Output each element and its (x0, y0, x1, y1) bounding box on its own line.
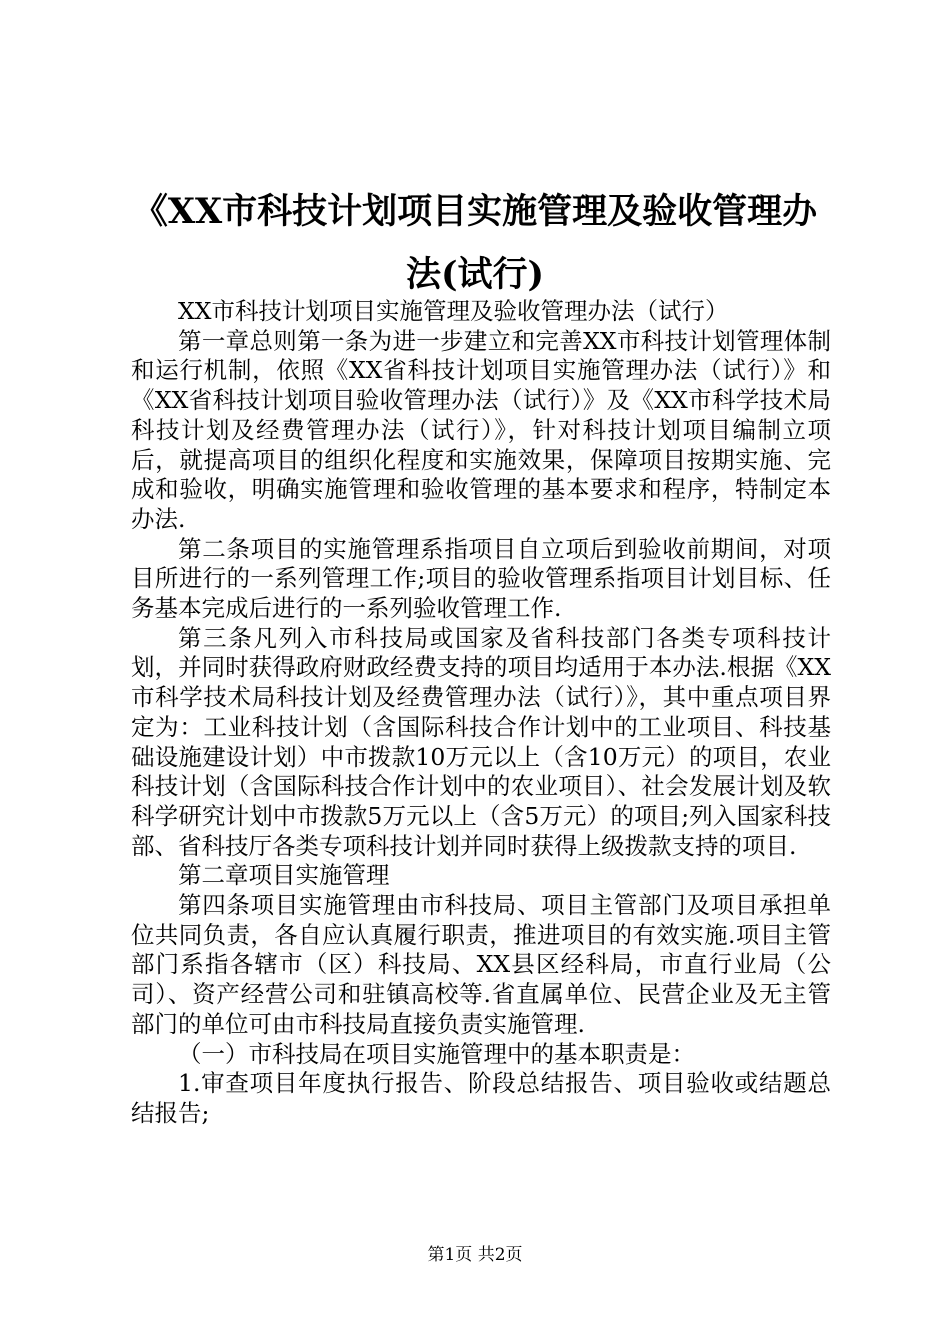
paragraph-article-2: 第二条项目的实施管理系指项目自立项后到验收前期间，对项目所进行的一系列管理工作;项目的验收管理系指项目计划目标、任务基本完成后进行的一系列验收管理工作. (131, 534, 831, 623)
chapter-2-heading: 第二章项目实施管理 (178, 861, 390, 890)
paragraph-duty-item-1: 1.审查项目年度执行报告、阶段总结报告、项目验收或结题总结报告; (131, 1069, 831, 1127)
paragraph-article-3: 第三条凡列入市科技局或国家及省科技部门各类专项科技计划，并同时获得政府财政经费支持的项目均适用于本办法.根据《XX市科学技术局科技计划及经费管理办法（试行）》，其中重点项目界定为：工业科技计划（含国际科技合作计划中的工业项目、科技基础设施建设计划）中市拨款10万元以上（含10万元）的项目，农业科技计划（含国际科技合作计划中的农业项目）、社会发展计划及软科学研究计划中市拨款5万元以上（含5万元）的项目;列入国家科技部、省科技厅各类专项科技计划并同时获得上级拨款支持的项目. (131, 623, 831, 860)
document-title: 《XX市科技计划项目实施管理及验收管理办法(试行) (132, 191, 818, 295)
paragraph-subtitle: XX市科技计划项目实施管理及验收管理办法（试行） (178, 297, 729, 325)
paragraph-article-4: 第四条项目实施管理由市科技局、项目主管部门及项目承担单位共同负责，各自应认真履行职责，推进项目的有效实施.项目主管部门系指各辖市（区）科技局、XX县区经科局，市直行业局（公司）、资产经营公司和驻镇高校等.省直属单位、民营企业及无主管部门的单位可由市科技局直接负责实施管理. (131, 891, 831, 1038)
page-footer: 第1页 共2页 (427, 1245, 523, 1265)
document-body (131, 297, 831, 1129)
paragraph-article-1: 第一章总则第一条为进一步建立和完善XX市科技计划管理体制和运行机制，依照《XX省科技计划项目实施管理办法（试行）》和《XX省科技计划项目验收管理办法（试行）》及《XX市科学技术局科技计划及经费管理办法（试行）》，针对科技计划项目编制立项后，就提高项目的组织化程度和实施效果，保障项目按期实施、完成和验收，明确实施管理和验收管理的基本要求和程序，特制定本办法. (131, 326, 831, 533)
paragraph-duties-heading: （一）市科技局在项目实施管理中的基本职责是： (178, 1039, 695, 1068)
